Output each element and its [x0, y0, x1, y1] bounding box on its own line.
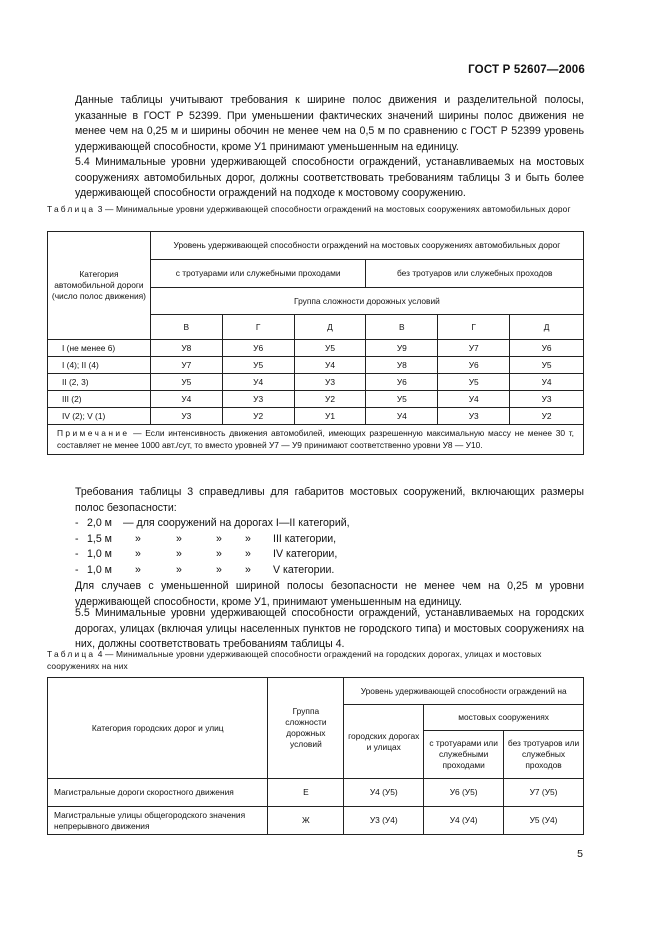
- caption-text: 3 — Минимальные уровни удерживающей способности ограждений на мостовых сооружениях автомобильных дорог: [95, 204, 571, 214]
- table4-col-roads: городских дорогах и улицах: [344, 705, 424, 779]
- paragraph-text: 5.4 Минимальные уровни удерживающей способности ограждений, устанавливаемых на мостовых сооружениях автомобильных дорог, должны соответствовать требованиям таблицы 3 и быть более удерживающей способности ограждений на подходе к мостовому сооружению.: [75, 156, 584, 200]
- table3-group-with-sidewalks: с тротуарами или служебными проходами: [150, 260, 366, 288]
- ditto-mark: »: [135, 532, 141, 545]
- table-row: [48, 357, 584, 374]
- table3-caption: [47, 204, 584, 216]
- table3-category: I (4); II (4): [48, 357, 151, 374]
- table-row: [48, 374, 584, 391]
- paragraph-text: 5.5 Минимальные уровни удерживающей способности ограждений, устанавливаемых на городских дорогах, улицах (включая улицы населенных пунктов не городского типа) и мостовых сооружениях на них, должны соответствовать требованиям таблицы 4.: [75, 607, 584, 651]
- table-cell: У7: [438, 340, 510, 357]
- table-row: [48, 779, 584, 807]
- list-item: [75, 547, 584, 563]
- table3: [47, 231, 584, 455]
- paragraph-5-5: [75, 606, 584, 653]
- table-cell: У3: [510, 391, 584, 408]
- table-cell: У7: [150, 357, 222, 374]
- list-category: V категории.: [273, 563, 335, 576]
- list-dash: -: [75, 532, 79, 545]
- table-cell: У6: [366, 374, 438, 391]
- table-cell: Е: [268, 779, 344, 807]
- list-dash: -: [75, 563, 79, 576]
- table4-category: Магистральные дороги скоростного движения: [48, 779, 268, 807]
- table-row: [48, 391, 584, 408]
- table4-category: Магистральные улицы общегородского значения непрерывного движения: [48, 807, 268, 835]
- table4-top-header: Уровень удерживающей способности ограждений на: [344, 678, 584, 705]
- paragraph-text: Для случаев с уменьшенной шириной полосы безопасности не менее чем на 0,25 м уровни удерживающей способности, кроме У1, принимают уменьшенным на единицу.: [75, 580, 584, 608]
- table-cell: У4: [510, 374, 584, 391]
- table-cell: Ж: [268, 807, 344, 835]
- ditto-mark: »: [135, 548, 141, 561]
- table-cell: У4 (У4): [424, 807, 504, 835]
- table4-col-bridge-with: с тротуарами или служебными проходами: [424, 731, 504, 779]
- ditto-mark: »: [245, 532, 251, 545]
- table-cell: У3: [438, 408, 510, 425]
- table-cell: У6 (У5): [424, 779, 504, 807]
- table-cell: У1: [294, 408, 366, 425]
- table-cell: У7 (У5): [504, 779, 584, 807]
- ditto-mark: »: [176, 563, 182, 576]
- table-row: [48, 807, 584, 835]
- ditto-mark: »: [245, 548, 251, 561]
- caption-label: Таблица: [47, 649, 96, 659]
- list-category: III категории,: [273, 532, 337, 545]
- list-category: IV категории,: [273, 548, 338, 561]
- table-cell: У2: [294, 391, 366, 408]
- ditto-mark: »: [176, 548, 182, 561]
- table4-col-bridges: мостовых сооружениях: [424, 705, 584, 731]
- table-cell: У4: [222, 374, 294, 391]
- table3-category: I (не менее 6): [48, 340, 151, 357]
- ditto-mark: »: [245, 563, 251, 576]
- table-cell: У3: [294, 374, 366, 391]
- table3-category: II (2, 3): [48, 374, 151, 391]
- table3-col-header: Г: [438, 315, 510, 340]
- table-cell: У8: [366, 357, 438, 374]
- table-cell: У5: [510, 357, 584, 374]
- paragraph-table-note: [75, 93, 584, 155]
- table-cell: У5: [150, 374, 222, 391]
- table-cell: У3: [222, 391, 294, 408]
- table-cell: У4: [366, 408, 438, 425]
- table4-caption: [47, 649, 584, 673]
- list-category: — для сооружений на дорогах I—II категорий,: [123, 517, 350, 529]
- table-cell: У6: [438, 357, 510, 374]
- table4: [47, 677, 584, 835]
- ditto-mark: »: [135, 563, 141, 576]
- table-cell: У2: [222, 408, 294, 425]
- table-cell: У5: [222, 357, 294, 374]
- table3-col-header: Д: [294, 315, 366, 340]
- table4-col-group: Группа сложности дорожных условий: [268, 678, 344, 779]
- table-cell: У5: [366, 391, 438, 408]
- table-cell: У6: [510, 340, 584, 357]
- table-cell: У3 (У4): [344, 807, 424, 835]
- caption-label: Таблица: [47, 204, 96, 214]
- note-text: — Если интенсивность движения автомобилей, имеющих разрешенную максимальную массу не менее 30 т, составляет не менее 1000 авт./сут, то вместо уровней У7 — У9 принимают соответственно уровни У8 — У10.: [57, 428, 574, 450]
- table-cell: У4 (У5): [344, 779, 424, 807]
- table-cell: У4: [294, 357, 366, 374]
- table3-col-header: Д: [510, 315, 584, 340]
- table-cell: У8: [150, 340, 222, 357]
- list-item: [75, 532, 584, 548]
- ditto-mark: »: [216, 548, 222, 561]
- document-header: ГОСТ Р 52607—2006: [468, 64, 585, 76]
- table-cell: У6: [222, 340, 294, 357]
- paragraph-safety-lanes: [75, 485, 584, 516]
- table-row: [48, 408, 584, 425]
- list-value: 1,0 м: [87, 548, 112, 561]
- ditto-mark: »: [176, 532, 182, 545]
- table4-col-bridge-without: без тротуаров или служебных проходов: [504, 731, 584, 779]
- table4-col-category: Категория городских дорог и улиц: [48, 678, 268, 779]
- list-item: [75, 516, 584, 532]
- table3-col-header: В: [366, 315, 438, 340]
- paragraph-text: Данные таблицы учитывают требования к ширине полос движения и разделительной полосы, указанные в ГОСТ Р 52399. При уменьшении фактических значений ширины полос движения не менее чем на 0,25 м и ширины обочин не менее чем на 0,5 м по сравнению с ГОСТ Р 52399 уровень удерживающей способности, кроме У1 принимают уменьшенным на единицу.: [75, 94, 584, 153]
- table-cell: У3: [150, 408, 222, 425]
- safety-lane-list: [75, 516, 584, 578]
- list-value: 2,0 м: [87, 517, 112, 529]
- table-cell: У2: [510, 408, 584, 425]
- table3-row-header: Категория автомобильной дороги (число полос движения): [48, 232, 151, 340]
- paragraph-text: Требования таблицы 3 справедливы для габаритов мостовых сооружений, включающих размеры полос безопасности:: [75, 486, 584, 514]
- table-cell: У5: [438, 374, 510, 391]
- ditto-mark: »: [216, 563, 222, 576]
- table3-col-header: В: [150, 315, 222, 340]
- table-cell: У5: [294, 340, 366, 357]
- table3-difficulty-header: Группа сложности дорожных условий: [150, 288, 583, 315]
- table3-col-header: Г: [222, 315, 294, 340]
- page-number: 5: [577, 848, 583, 860]
- table3-top-header: Уровень удерживающей способности ограждений на мостовых сооружениях автомобильных дорог: [150, 232, 583, 260]
- table-row: [48, 340, 584, 357]
- table3-category: III (2): [48, 391, 151, 408]
- list-dash: -: [75, 517, 79, 529]
- ditto-mark: »: [216, 532, 222, 545]
- list-item: [75, 563, 584, 579]
- table-cell: У9: [366, 340, 438, 357]
- table3-group-without-sidewalks: без тротуаров или служебных проходов: [366, 260, 584, 288]
- paragraph-5-4: [75, 155, 584, 202]
- list-dash: -: [75, 548, 79, 561]
- table3-note: [48, 425, 584, 455]
- table-cell: У5 (У4): [504, 807, 584, 835]
- caption-text: 4 — Минимальные уровни удерживающей способности ограждений на городских дорогах, улицах и мостовых сооружениях на них: [47, 649, 542, 671]
- table-cell: У4: [438, 391, 510, 408]
- list-value: 1,0 м: [87, 563, 112, 576]
- table-cell: У4: [150, 391, 222, 408]
- note-label: Примечание: [57, 428, 130, 438]
- table3-category: IV (2); V (1): [48, 408, 151, 425]
- list-value: 1,5 м: [87, 532, 112, 545]
